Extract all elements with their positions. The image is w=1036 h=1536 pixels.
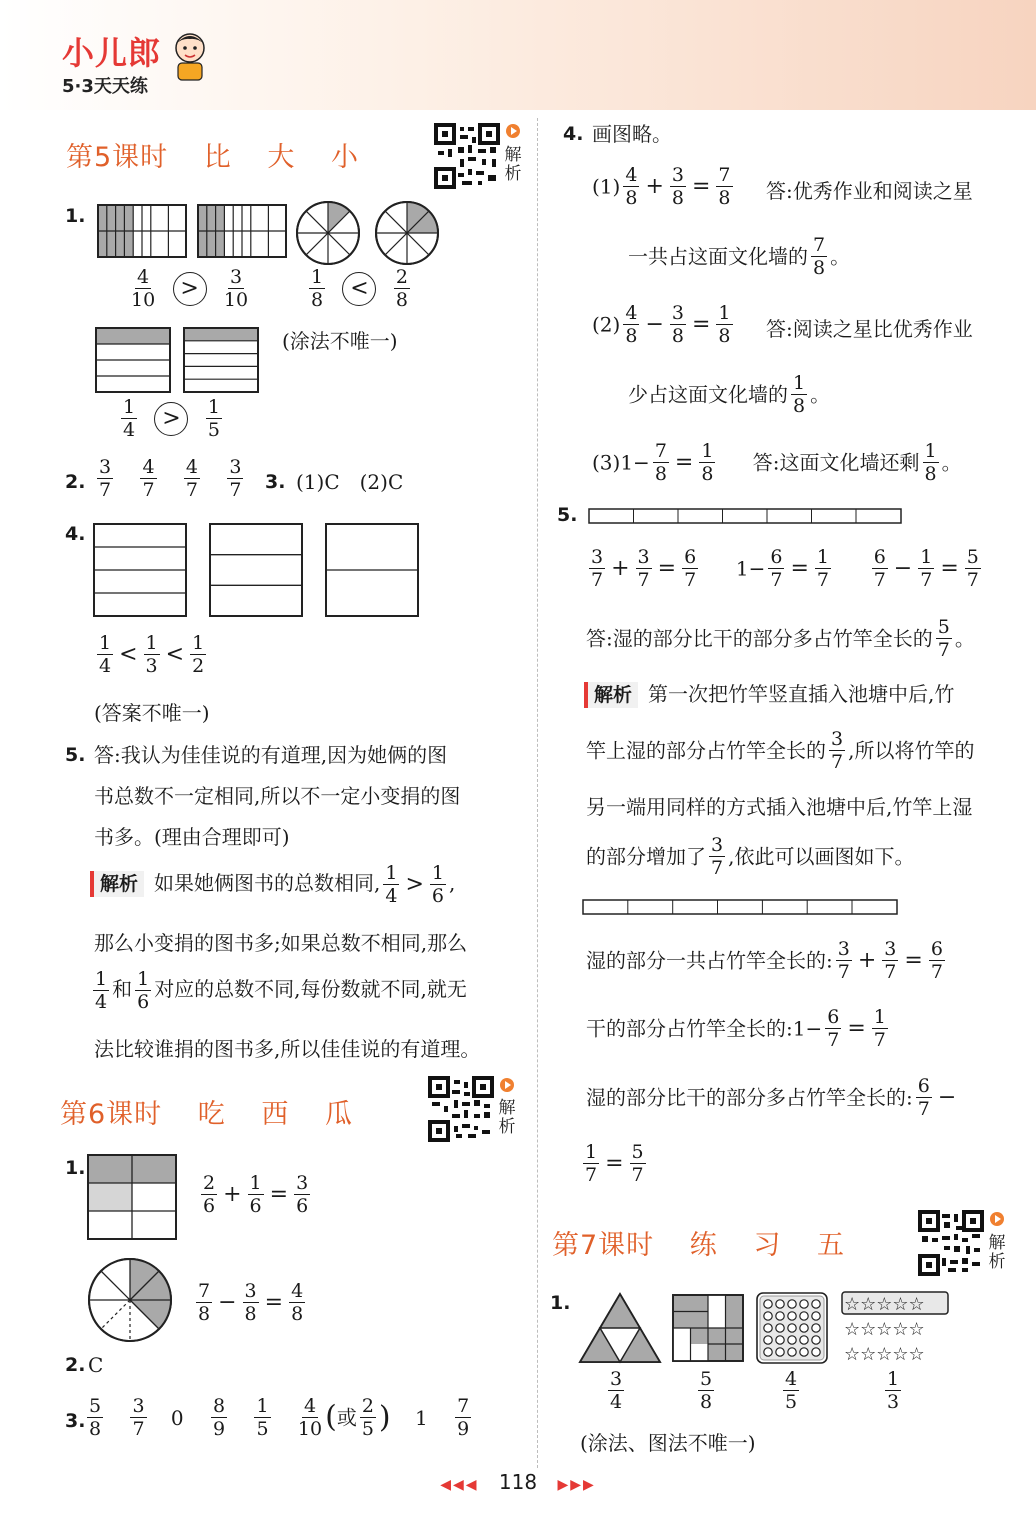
lesson7-char: 五 [816, 1230, 845, 1261]
mascot-icon [168, 30, 212, 82]
fraction: $\frac{1}{7}$ [873, 1006, 886, 1051]
fraction: $\frac{5}{8}$ [89, 1395, 102, 1440]
inequality: $\frac{1}{4}$ < $\frac{1}{3}$ < $\frac{1}{2}$ [99, 632, 205, 677]
l7-fraction [780, 1368, 802, 1413]
fraction: $\frac{3}{10}$ [223, 266, 249, 311]
q-number: 4. [65, 523, 86, 545]
analysis-line: 解析 第一次把竹竿竖直插入池塘中后,竹 [584, 682, 954, 708]
fraction: $\frac{6}{7}$ [770, 546, 783, 591]
note: (涂法、图法不唯一) [580, 1431, 756, 1455]
fraction: $\frac{3}{7}$ [132, 1395, 145, 1440]
analysis-line: 湿的部分一共占竹竿全长的: $\frac{3}{7}$ + $\frac{3}{7}$ = $\frac{6}{7}$ [586, 938, 943, 983]
fraction: $\frac{3}{6}$ [296, 1172, 309, 1217]
analysis-line: 解析 如果她俩图书的总数相同, $\frac{1}{4}$ > $\frac{1}{6}$ , [90, 862, 455, 907]
fraction: $\frac{3}{7}$ [831, 728, 844, 773]
lesson7-char: 习 [753, 1230, 782, 1261]
fraction: $\frac{6}{7}$ [684, 546, 697, 591]
stars-1-of-3 [842, 1292, 948, 1365]
analysis-line: 湿的部分比干的部分多占竹竿全长的: $\frac{6}{7}$ − [586, 1075, 957, 1120]
equation: $\frac{2}{6}$ + $\frac{1}{6}$ = $\frac{3}{6}$ [203, 1172, 309, 1217]
qr-code-icon[interactable] [434, 123, 500, 189]
lesson6-char: 瓜 [324, 1099, 353, 1130]
stripes-1-of-4 [94, 524, 186, 616]
fraction: $\frac{1}{6}$ [249, 1172, 262, 1217]
fraction: $\frac{1}{3}$ [887, 1368, 900, 1413]
lesson5-char: 小 [330, 142, 359, 173]
fraction: $\frac{3}{7}$ [591, 546, 604, 591]
l7-fraction [605, 1368, 627, 1413]
lesson7-char: 练 [689, 1230, 718, 1261]
fraction: $\frac{4}{10}$ [131, 266, 156, 311]
lesson7-prefix: 第7课时 [552, 1230, 655, 1261]
lesson6-char: 西 [261, 1099, 290, 1130]
fraction: $\frac{3}{7}$ [711, 834, 724, 879]
q-number: 4. [563, 123, 584, 145]
compare-circle: > [154, 402, 188, 436]
fraction: $\frac{1}{4}$ [123, 396, 136, 441]
circle-7-8-minus-3-8 [86, 1256, 174, 1344]
fraction: $\frac{1}{7}$ [920, 546, 933, 591]
fraction: $\frac{1}{8}$ [924, 440, 937, 485]
play-icon [500, 1078, 514, 1092]
fraction: $\frac{1}{4}$ [99, 632, 112, 677]
equation: (3)1− $\frac{7}{8}$ = $\frac{1}{8}$ 答:这面文化墙还剩 $\frac{1}{8}$ 。 [592, 440, 962, 485]
triangle-3-of-4 [580, 1294, 660, 1362]
analysis-line: $\frac{1}{4}$ 和 $\frac{1}{6}$ 对应的总数不同,每份数就不同,就无 [95, 968, 467, 1013]
fraction: $\frac{4}{7}$ [185, 456, 198, 501]
fraction: $\frac{1}{6}$ [137, 968, 150, 1013]
fraction: $\frac{1}{7}$ [816, 546, 829, 591]
fraction: $\frac{7}{8}$ [198, 1280, 211, 1325]
qr-code-icon[interactable] [428, 1076, 494, 1142]
rect-grid-3-of-10 [198, 205, 286, 257]
note: (答案不唯一) [94, 701, 210, 725]
analysis-line: $\frac{1}{7}$ = $\frac{5}{7}$ [585, 1141, 644, 1186]
fraction: $\frac{1}{4}$ [95, 968, 108, 1013]
analysis-line: 竿上湿的部分占竹竿全长的 $\frac{3}{7}$ ,所以将竹竿的 [586, 728, 975, 773]
l7-fraction [695, 1368, 717, 1413]
stripes-1-of-5 [184, 328, 258, 392]
equation: (1) $\frac{4}{8}$ + $\frac{3}{8}$ = $\frac{7}{8}$ [592, 164, 731, 209]
fraction: $\frac{7}{8}$ [718, 164, 731, 209]
q-number: 5. [65, 744, 86, 766]
q2-answer [94, 456, 246, 501]
l7-fraction [882, 1368, 904, 1413]
fraction: $\frac{3}{8}$ [671, 164, 684, 209]
fraction: $\frac{1}{8}$ [311, 266, 324, 311]
q-number: 2. [65, 471, 86, 493]
analysis-line: 法比较谁捐的图书多,所以佳佳说的有道理。 [94, 1037, 481, 1061]
compare-circle: < [342, 272, 376, 306]
equation: (2) $\frac{4}{8}$ − $\frac{3}{8}$ = $\frac{1}{8}$ [592, 302, 731, 347]
qr-label: 解析 [498, 1098, 516, 1137]
q-number: 1. [65, 205, 86, 227]
stripes-1-of-2 [326, 524, 418, 616]
svg-text:☆☆☆☆☆: ☆☆☆☆☆ [844, 1344, 925, 1365]
qr-label: 解析 [504, 145, 522, 184]
stripes-1-of-4 [96, 328, 170, 392]
answer-line: 书多。(理由合理即可) [94, 825, 290, 849]
analysis-line: 干的部分占竹竿全长的:1− $\frac{6}{7}$ = $\frac{1}{7}$ [586, 1006, 886, 1051]
fraction: $\frac{1}{5}$ [207, 396, 220, 441]
fraction: $\frac{1}{8}$ [718, 302, 731, 347]
fraction: $\frac{4}{7}$ [142, 456, 155, 501]
fraction: $\frac{1}{4}$ [385, 862, 398, 907]
play-icon [990, 1212, 1004, 1226]
fraction: $\frac{1}{5}$ [256, 1395, 269, 1440]
lesson5-char: 大 [267, 142, 296, 173]
logo-main: 小儿郎 [62, 34, 162, 72]
play-icon [506, 124, 520, 138]
lesson7-title [552, 1223, 845, 1262]
fraction: $\frac{3}{7}$ [837, 938, 850, 983]
page-footer [0, 1470, 1036, 1494]
circle-figures-row1 [295, 199, 445, 267]
fraction: $\frac{3}{8}$ [671, 302, 684, 347]
fraction: $\frac{1}{8}$ [701, 440, 714, 485]
fraction: $\frac{5}{7}$ [937, 616, 950, 661]
q-number: 2. [65, 1354, 86, 1376]
qr-label: 解析 [988, 1233, 1006, 1272]
circle-1-of-8 [297, 202, 359, 264]
column-divider [537, 118, 538, 1468]
fraction: $\frac{5}{7}$ [631, 1141, 644, 1186]
fraction: $\frac{1}{3}$ [145, 632, 158, 677]
analysis-line: 的部分增加了 $\frac{3}{7}$ ,依此可以画图如下。 [586, 834, 915, 879]
fraction: $\frac{5}{7}$ [966, 546, 979, 591]
fraction: $\frac{1}{8}$ [793, 372, 806, 417]
equation: $\frac{7}{8}$ − $\frac{3}{8}$ = $\frac{4}{8}$ [198, 1280, 304, 1325]
fraction: $\frac{3}{7}$ [637, 546, 650, 591]
q-number: 1. [550, 1292, 571, 1314]
right-arrows-icon: ▶▶▶ [557, 1477, 596, 1493]
dots-4-of-5 [757, 1293, 827, 1363]
compare-pair [306, 266, 413, 311]
bamboo-bar-icon [588, 507, 904, 527]
fraction: $\frac{6}{7}$ [917, 1075, 930, 1120]
fraction: $\frac{3}{4}$ [610, 1368, 623, 1413]
brand-logo [62, 28, 161, 98]
lesson6-prefix: 第6课时 [60, 1099, 163, 1130]
fraction: $\frac{4}{10}$ [297, 1395, 323, 1440]
answer-line: 答:阅读之星比优秀作业 [766, 317, 973, 341]
q-number: 5. [557, 504, 578, 526]
answer-line: 答:湿的部分比干的部分多占竹竿全长的 $\frac{5}{7}$ 。 [586, 616, 975, 661]
fraction: $\frac{4}{8}$ [625, 302, 638, 347]
answer-line: 答:我认为佳佳说的有道理,因为她俩的图 [94, 743, 448, 767]
fraction: $\frac{4}{5}$ [785, 1368, 798, 1413]
q3-answer: $\frac{5}{8}$ $\frac{3}{7}$ 0 $\frac{8}{9}$ $\frac{1}{5}$ $\frac{4}{10}$ (或 $\frac{2}{5}$ ) 1 $\frac{7}{9}$ [89, 1395, 470, 1440]
rect-5-of-8 [673, 1295, 743, 1361]
analysis-tag: 解析 [584, 682, 638, 708]
fraction: $\frac{7}{9}$ [457, 1395, 470, 1440]
stripes-1-of-3 [210, 524, 302, 616]
lesson7-figures [576, 1290, 952, 1366]
q-number: 3. [265, 471, 286, 493]
answer-line: 书总数不一定相同,所以不一定小变捐的图 [94, 784, 461, 808]
q5-equations: $\frac{3}{7}$ + $\frac{3}{7}$ = $\frac{6}{7}$ 1− $\frac{6}{7}$ = $\frac{1}{7}$ $\frac{6}{7}$ − $\frac{1}{7}$ = $\frac{5}{7}$ [591, 546, 979, 591]
q-number: 1. [65, 1157, 86, 1179]
fraction: $\frac{4}{8}$ [625, 164, 638, 209]
q2-answer: C [88, 1353, 104, 1377]
answer-line: 答:优秀作业和阅读之星 [766, 179, 973, 203]
stripe-figures [94, 326, 274, 394]
fraction: $\frac{6}{7}$ [873, 546, 886, 591]
stripe-figures-q4 [92, 522, 422, 620]
fraction: $\frac{7}{8}$ [813, 234, 826, 279]
lesson5-title [66, 135, 359, 174]
answer-line: 一共占这面文化墙的 $\frac{7}{8}$ 。 [628, 234, 851, 279]
compare-pair [118, 396, 225, 441]
fraction: $\frac{7}{8}$ [654, 440, 667, 485]
analysis-line: 那么小变捐的图书多;如果总数不相同,那么 [94, 931, 468, 955]
fraction: $\frac{4}{8}$ [291, 1280, 304, 1325]
rect-grid-2-6-plus-1-6 [86, 1153, 180, 1241]
logo-sub: 5·3天天练 [62, 76, 148, 97]
fraction: $\frac{1}{7}$ [585, 1141, 598, 1186]
q-number: 3. [65, 1410, 86, 1432]
lesson6-char: 吃 [197, 1099, 226, 1130]
fraction: $\frac{1}{2}$ [192, 632, 205, 677]
fraction: $\frac{3}{7}$ [99, 456, 112, 501]
fraction: $\frac{1}{6}$ [431, 862, 444, 907]
q4-head: 画图略。 [592, 122, 672, 146]
lesson5-char: 比 [203, 142, 232, 173]
fraction: $\frac{3}{8}$ [244, 1280, 257, 1325]
fraction: $\frac{2}{6}$ [203, 1172, 216, 1217]
note: (涂法不唯一) [282, 329, 398, 353]
fraction: $\frac{2}{8}$ [395, 266, 408, 311]
fraction: $\frac{6}{7}$ [827, 1006, 840, 1051]
fraction: $\frac{3}{7}$ [229, 456, 242, 501]
lesson5-prefix: 第5课时 [66, 142, 169, 173]
fraction: $\frac{8}{9}$ [213, 1395, 226, 1440]
analysis-line: 另一端用同样的方式插入池塘中后,竹竿上湿 [586, 795, 973, 819]
answer-line: 少占这面文化墙的 $\frac{1}{8}$ 。 [628, 372, 831, 417]
rect-grid-4-of-10 [98, 205, 186, 257]
q3-answer: (1)C (2)C [296, 470, 404, 494]
compare-circle: > [173, 272, 207, 306]
left-arrows-icon: ◀◀◀ [440, 1477, 479, 1493]
svg-text:☆☆☆☆☆: ☆☆☆☆☆ [844, 1319, 925, 1340]
fraction: $\frac{2}{5}$ [361, 1395, 374, 1440]
fraction: $\frac{6}{7}$ [930, 938, 943, 983]
compare-pair [128, 266, 251, 311]
fraction: $\frac{3}{7}$ [884, 938, 897, 983]
circle-2-of-8 [376, 202, 438, 264]
qr-code-icon[interactable] [918, 1210, 984, 1276]
fraction: $\frac{5}{8}$ [700, 1368, 713, 1413]
lesson6-title [60, 1092, 353, 1131]
analysis-tag: 解析 [90, 871, 144, 897]
svg-text:☆☆☆☆☆: ☆☆☆☆☆ [844, 1294, 925, 1315]
page-number: 118 [498, 1470, 538, 1494]
bamboo-bar-icon [582, 898, 900, 918]
